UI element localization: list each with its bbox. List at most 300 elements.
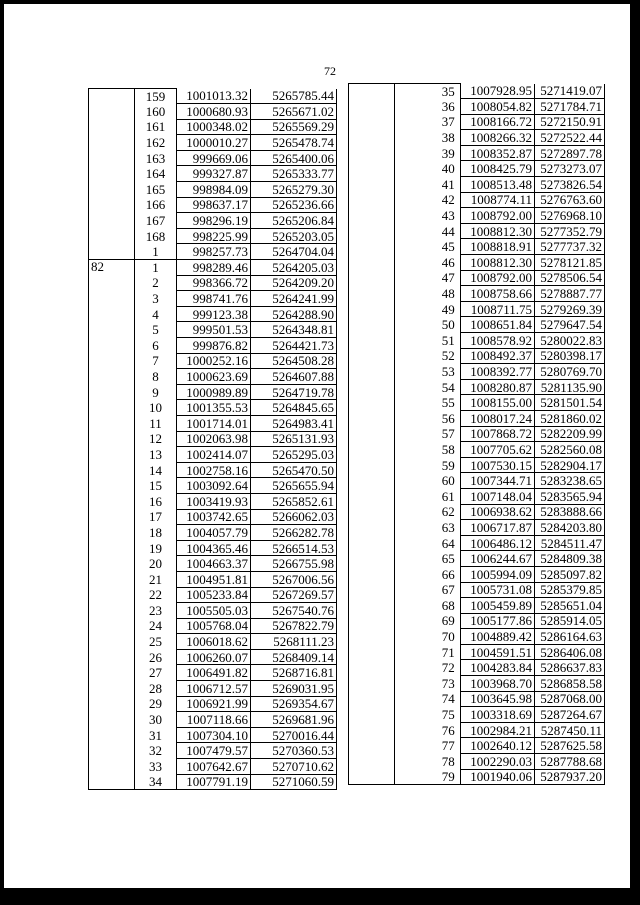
coordinates-table-left <box>88 88 337 790</box>
table-row <box>89 587 337 603</box>
x-coordinate-cell: 998257.73 <box>177 244 251 260</box>
y-coordinate-cell: 5265400.06 <box>251 150 337 166</box>
spacer-cell <box>395 442 437 458</box>
x-coordinate-cell: 1008758.66 <box>461 286 535 302</box>
table-row <box>89 260 337 276</box>
table-row <box>349 457 605 473</box>
point-number-cell: 165 <box>145 181 166 197</box>
point-number-cell: 14 <box>149 462 162 478</box>
x-coordinate-cell: 1007148.04 <box>461 488 535 504</box>
point-number-cell: 53 <box>441 363 455 379</box>
x-coordinate-cell: 998984.09 <box>177 182 251 198</box>
point-number-cell: 16 <box>149 493 162 509</box>
group-cell <box>349 566 395 582</box>
y-coordinate-cell: 5287450.11 <box>535 722 605 738</box>
table-row <box>89 696 337 712</box>
x-coordinate-cell: 1004591.51 <box>461 644 535 660</box>
point-number-cell: 5 <box>152 322 159 338</box>
group-cell <box>89 291 135 307</box>
y-coordinate-cell: 5277352.79 <box>535 223 605 239</box>
x-coordinate-cell: 1006938.62 <box>461 504 535 520</box>
x-coordinate-cell: 1003419.93 <box>177 493 251 509</box>
point-number-cell: 45 <box>441 239 455 255</box>
table-row <box>349 488 605 504</box>
x-coordinate-cell: 1008818.91 <box>461 239 535 255</box>
spacer-cell <box>395 177 437 193</box>
table-row <box>349 348 605 364</box>
y-coordinate-cell: 5268111.23 <box>251 634 337 650</box>
spacer-cell <box>395 99 437 115</box>
x-coordinate-cell: 1000348.02 <box>177 119 251 135</box>
group-cell <box>89 743 135 759</box>
group-cell <box>89 228 135 244</box>
table-row <box>349 426 605 442</box>
table-row <box>349 660 605 676</box>
point-number-cell: 66 <box>441 566 455 582</box>
x-coordinate-cell: 1004283.84 <box>461 660 535 676</box>
x-coordinate-cell: 1005768.04 <box>177 618 251 634</box>
y-coordinate-cell: 5271784.71 <box>535 99 605 115</box>
spacer-cell <box>395 301 437 317</box>
group-cell <box>349 691 395 707</box>
table-row <box>349 504 605 520</box>
y-coordinate-cell: 5266514.53 <box>251 540 337 556</box>
x-coordinate-cell: 1000252.16 <box>177 353 251 369</box>
table-row <box>89 228 337 244</box>
x-coordinate-cell: 1008812.30 <box>461 255 535 271</box>
group-cell <box>89 618 135 634</box>
spacer-cell <box>395 348 437 364</box>
x-coordinate-cell: 998741.76 <box>177 291 251 307</box>
spacer-cell <box>395 582 437 598</box>
group-cell <box>349 410 395 426</box>
group-cell <box>349 286 395 302</box>
y-coordinate-cell: 5265206.84 <box>251 213 337 229</box>
y-coordinate-cell: 5276763.60 <box>535 192 605 208</box>
group-cell <box>89 431 135 447</box>
y-coordinate-cell: 5282560.08 <box>535 442 605 458</box>
y-coordinate-cell: 5265279.30 <box>251 182 337 198</box>
x-coordinate-cell: 1007304.10 <box>177 727 251 743</box>
table-row <box>89 727 337 743</box>
y-coordinate-cell: 5284203.80 <box>535 520 605 536</box>
group-cell <box>89 727 135 743</box>
spacer-cell <box>395 317 437 333</box>
group-cell <box>349 598 395 614</box>
y-coordinate-cell: 5267269.57 <box>251 587 337 603</box>
group-cell <box>349 473 395 489</box>
group-cell <box>349 239 395 255</box>
x-coordinate-cell: 1008513.48 <box>461 177 535 193</box>
table-row <box>89 493 337 509</box>
x-coordinate-cell: 1008651.84 <box>461 317 535 333</box>
y-coordinate-cell: 5272150.91 <box>535 114 605 130</box>
point-number-cell: 1 <box>135 260 177 276</box>
point-number-cell: 25 <box>149 634 162 650</box>
point-number-cell: 61 <box>441 488 455 504</box>
y-coordinate-cell: 5277737.32 <box>535 239 605 255</box>
point-number-cell: 11 <box>149 415 162 431</box>
x-coordinate-cell: 1006717.87 <box>461 520 535 536</box>
y-coordinate-cell: 5265333.77 <box>251 166 337 182</box>
y-coordinate-cell: 5264288.90 <box>251 306 337 322</box>
spacer-cell <box>395 707 437 723</box>
point-number-cell: 64 <box>441 535 455 551</box>
x-coordinate-cell: 1005731.08 <box>461 582 535 598</box>
point-number-cell: 168 <box>145 228 166 244</box>
y-coordinate-cell: 5268409.14 <box>251 649 337 665</box>
table-row <box>349 177 605 193</box>
table-row <box>89 603 337 619</box>
point-number-cell: 79 <box>437 769 461 785</box>
spacer-cell <box>395 738 437 754</box>
table-row <box>89 556 337 572</box>
spacer-cell <box>395 208 437 224</box>
group-cell <box>349 426 395 442</box>
point-number-cell: 49 <box>441 301 455 317</box>
spacer-cell <box>395 473 437 489</box>
y-coordinate-cell: 5266755.98 <box>251 556 337 572</box>
y-coordinate-cell: 5266062.03 <box>251 509 337 525</box>
point-number-cell: 46 <box>441 254 455 270</box>
point-number-cell: 59 <box>441 457 455 473</box>
table-row <box>349 130 605 146</box>
table-row <box>349 270 605 286</box>
table-row <box>349 145 605 161</box>
table-row <box>349 239 605 255</box>
point-number-cell: 65 <box>441 551 455 567</box>
point-number-cell: 76 <box>441 722 455 738</box>
table-row <box>89 743 337 759</box>
point-number-cell: 164 <box>145 166 166 182</box>
table-row <box>349 99 605 115</box>
y-coordinate-cell: 5283888.66 <box>535 504 605 520</box>
group-cell <box>349 84 395 99</box>
group-cell <box>89 525 135 541</box>
x-coordinate-cell: 1008280.87 <box>461 379 535 395</box>
table-row <box>349 535 605 551</box>
table-row <box>349 301 605 317</box>
point-number-cell: 33 <box>149 758 162 774</box>
table-row <box>89 275 337 291</box>
y-coordinate-cell: 5283565.94 <box>535 488 605 504</box>
spacer-cell <box>395 457 437 473</box>
table-row <box>89 540 337 556</box>
y-coordinate-cell: 5285651.04 <box>535 598 605 614</box>
x-coordinate-cell: 1002984.21 <box>461 722 535 738</box>
table-row <box>349 722 605 738</box>
group-cell <box>349 488 395 504</box>
point-number-cell: 71 <box>441 644 455 660</box>
table-row <box>349 286 605 302</box>
table-row <box>349 84 605 99</box>
y-coordinate-cell: 5278506.54 <box>535 270 605 286</box>
x-coordinate-cell: 1000989.89 <box>177 384 251 400</box>
group-cell <box>349 114 395 130</box>
y-coordinate-cell: 5264241.99 <box>251 291 337 307</box>
y-coordinate-cell: 5264704.04 <box>251 244 337 260</box>
x-coordinate-cell: 1005505.03 <box>177 603 251 619</box>
table-row <box>349 691 605 707</box>
point-number-cell: 60 <box>441 473 455 489</box>
spacer-cell <box>395 379 437 395</box>
x-coordinate-cell: 1000680.93 <box>177 104 251 120</box>
table-row <box>89 525 337 541</box>
x-coordinate-cell: 999876.82 <box>177 338 251 354</box>
table-row <box>349 520 605 536</box>
y-coordinate-cell: 5285097.82 <box>535 566 605 582</box>
y-coordinate-cell: 5264209.20 <box>251 275 337 291</box>
group-cell <box>349 707 395 723</box>
table-row <box>349 582 605 598</box>
point-number-cell: 27 <box>149 665 162 681</box>
x-coordinate-cell: 998366.72 <box>177 275 251 291</box>
group-cell <box>349 364 395 380</box>
group-cell <box>349 379 395 395</box>
group-cell <box>89 322 135 338</box>
table-row <box>349 754 605 770</box>
group-cell <box>349 192 395 208</box>
x-coordinate-cell: 1007530.15 <box>461 457 535 473</box>
point-number-cell: 36 <box>441 98 455 114</box>
group-cell <box>89 478 135 494</box>
table-row <box>89 291 337 307</box>
x-coordinate-cell: 998289.46 <box>177 260 251 276</box>
y-coordinate-cell: 5264421.73 <box>251 338 337 354</box>
point-number-cell: 159 <box>135 89 177 104</box>
table-row <box>349 566 605 582</box>
point-number-cell: 8 <box>152 368 159 384</box>
spacer-cell <box>395 161 437 177</box>
y-coordinate-cell: 5264508.28 <box>251 353 337 369</box>
group-cell <box>349 130 395 146</box>
x-coordinate-cell: 998637.17 <box>177 197 251 213</box>
x-coordinate-cell: 1007118.66 <box>177 712 251 728</box>
x-coordinate-cell: 1007344.71 <box>461 473 535 489</box>
table-row <box>89 415 337 431</box>
x-coordinate-cell: 999327.87 <box>177 166 251 182</box>
x-coordinate-cell: 1008792.00 <box>461 208 535 224</box>
point-number-cell: 72 <box>441 660 455 676</box>
table-row <box>89 197 337 213</box>
group-cell <box>89 493 135 509</box>
y-coordinate-cell: 5267006.56 <box>251 571 337 587</box>
table-row <box>89 306 337 322</box>
y-coordinate-cell: 5264205.03 <box>251 260 337 276</box>
x-coordinate-cell: 1000623.69 <box>177 369 251 385</box>
point-number-cell: 13 <box>149 446 162 462</box>
spacer-cell <box>395 613 437 629</box>
group-cell <box>89 415 135 431</box>
spacer-cell <box>395 192 437 208</box>
table-row <box>349 644 605 660</box>
group-cell <box>89 759 135 775</box>
group-cell <box>89 603 135 619</box>
point-number-cell: 34 <box>135 774 177 790</box>
y-coordinate-cell: 5265478.74 <box>251 135 337 151</box>
group-cell <box>89 369 135 385</box>
group-cell <box>89 384 135 400</box>
table-row <box>349 410 605 426</box>
table-row <box>349 473 605 489</box>
y-coordinate-cell: 5265236.66 <box>251 197 337 213</box>
table-row <box>349 255 605 271</box>
x-coordinate-cell: 1008017.24 <box>461 410 535 426</box>
point-number-cell: 78 <box>441 753 455 769</box>
point-number-cell: 37 <box>441 114 455 130</box>
point-number-cell: 41 <box>441 176 455 192</box>
x-coordinate-cell: 1008711.75 <box>461 301 535 317</box>
spacer-cell <box>395 769 437 785</box>
spacer-cell <box>395 629 437 645</box>
point-number-cell: 42 <box>441 192 455 208</box>
y-coordinate-cell: 5265785.44 <box>251 89 337 104</box>
group-cell <box>89 119 135 135</box>
y-coordinate-cell: 5285914.05 <box>535 613 605 629</box>
x-coordinate-cell: 1006712.57 <box>177 681 251 697</box>
spacer-cell <box>395 239 437 255</box>
table-row <box>349 192 605 208</box>
group-cell <box>349 644 395 660</box>
point-number-cell: 35 <box>437 84 461 99</box>
x-coordinate-cell: 1002758.16 <box>177 462 251 478</box>
group-cell <box>89 509 135 525</box>
y-coordinate-cell: 5271060.59 <box>251 774 337 790</box>
y-coordinate-cell: 5265131.93 <box>251 431 337 447</box>
spacer-cell <box>395 504 437 520</box>
group-cell <box>89 774 135 790</box>
spacer-cell <box>395 535 437 551</box>
document-page <box>4 4 630 888</box>
point-number-cell: 69 <box>441 613 455 629</box>
y-coordinate-cell: 5265569.29 <box>251 119 337 135</box>
y-coordinate-cell: 5278887.77 <box>535 286 605 302</box>
y-coordinate-cell: 5265671.02 <box>251 104 337 120</box>
point-number-cell: 2 <box>152 275 159 291</box>
spacer-cell <box>395 551 437 567</box>
table-row <box>89 353 337 369</box>
spacer-cell <box>395 223 437 239</box>
point-number-cell: 74 <box>441 691 455 707</box>
y-coordinate-cell: 5269031.95 <box>251 681 337 697</box>
group-cell <box>89 182 135 198</box>
group-cell <box>349 145 395 161</box>
group-cell <box>349 99 395 115</box>
spacer-cell <box>395 660 437 676</box>
y-coordinate-cell: 5280398.17 <box>535 348 605 364</box>
y-coordinate-cell: 5272897.78 <box>535 145 605 161</box>
group-cell <box>89 462 135 478</box>
y-coordinate-cell: 5264607.88 <box>251 369 337 385</box>
table-row <box>349 317 605 333</box>
group-cell <box>349 457 395 473</box>
x-coordinate-cell: 1007479.57 <box>177 743 251 759</box>
group-cell <box>349 504 395 520</box>
x-coordinate-cell: 1002414.07 <box>177 447 251 463</box>
point-number-cell: 4 <box>152 306 159 322</box>
x-coordinate-cell: 1008266.32 <box>461 130 535 146</box>
x-coordinate-cell: 1003092.64 <box>177 478 251 494</box>
y-coordinate-cell: 5267540.76 <box>251 603 337 619</box>
point-number-cell: 43 <box>441 208 455 224</box>
table-row <box>349 333 605 349</box>
point-number-cell: 51 <box>441 332 455 348</box>
y-coordinate-cell: 5268716.81 <box>251 665 337 681</box>
point-number-cell: 9 <box>152 384 159 400</box>
group-cell <box>89 150 135 166</box>
y-coordinate-cell: 5270710.62 <box>251 759 337 775</box>
group-cell <box>349 161 395 177</box>
y-coordinate-cell: 5286406.08 <box>535 644 605 660</box>
group-cell <box>349 613 395 629</box>
table-row <box>349 707 605 723</box>
point-number-cell: 17 <box>149 509 162 525</box>
point-number-cell: 19 <box>149 540 162 556</box>
table-row <box>89 89 337 104</box>
point-number-cell: 6 <box>152 337 159 353</box>
point-number-cell: 50 <box>441 317 455 333</box>
table-row <box>349 364 605 380</box>
point-number-cell: 54 <box>441 379 455 395</box>
group-cell <box>349 660 395 676</box>
table-row <box>89 369 337 385</box>
group-cell <box>89 104 135 120</box>
x-coordinate-cell: 1008425.79 <box>461 161 535 177</box>
table-row <box>89 338 337 354</box>
point-number-cell: 12 <box>149 431 162 447</box>
group-cell <box>89 353 135 369</box>
point-number-cell: 29 <box>149 696 162 712</box>
table-row <box>349 395 605 411</box>
spacer-cell <box>395 754 437 770</box>
group-cell <box>349 223 395 239</box>
group-cell <box>349 301 395 317</box>
spacer-cell <box>395 364 437 380</box>
x-coordinate-cell: 1007791.19 <box>177 774 251 790</box>
table-row <box>349 223 605 239</box>
y-coordinate-cell: 5282904.17 <box>535 457 605 473</box>
point-number-cell: 75 <box>441 707 455 723</box>
table-row <box>89 618 337 634</box>
y-coordinate-cell: 5282209.99 <box>535 426 605 442</box>
table-row <box>89 400 337 416</box>
group-cell <box>89 89 135 104</box>
table-row <box>89 104 337 120</box>
spacer-cell <box>395 130 437 146</box>
group-cell <box>89 712 135 728</box>
x-coordinate-cell: 1007928.95 <box>461 84 535 99</box>
y-coordinate-cell: 5284511.47 <box>535 535 605 551</box>
table-row <box>89 634 337 650</box>
point-number-cell: 32 <box>149 743 162 759</box>
y-coordinate-cell: 5273826.54 <box>535 177 605 193</box>
x-coordinate-cell: 1008774.11 <box>461 192 535 208</box>
point-number-cell: 48 <box>441 286 455 302</box>
x-coordinate-cell: 1006018.62 <box>177 634 251 650</box>
x-coordinate-cell: 1003968.70 <box>461 676 535 692</box>
y-coordinate-cell: 5266282.78 <box>251 525 337 541</box>
y-coordinate-cell: 5280769.70 <box>535 364 605 380</box>
y-coordinate-cell: 5285379.85 <box>535 582 605 598</box>
table-row <box>349 379 605 395</box>
group-cell <box>349 177 395 193</box>
spacer-cell <box>395 286 437 302</box>
x-coordinate-cell: 1006491.82 <box>177 665 251 681</box>
table-row <box>89 150 337 166</box>
group-cell <box>349 535 395 551</box>
table-row <box>89 759 337 775</box>
y-coordinate-cell: 5287264.67 <box>535 707 605 723</box>
